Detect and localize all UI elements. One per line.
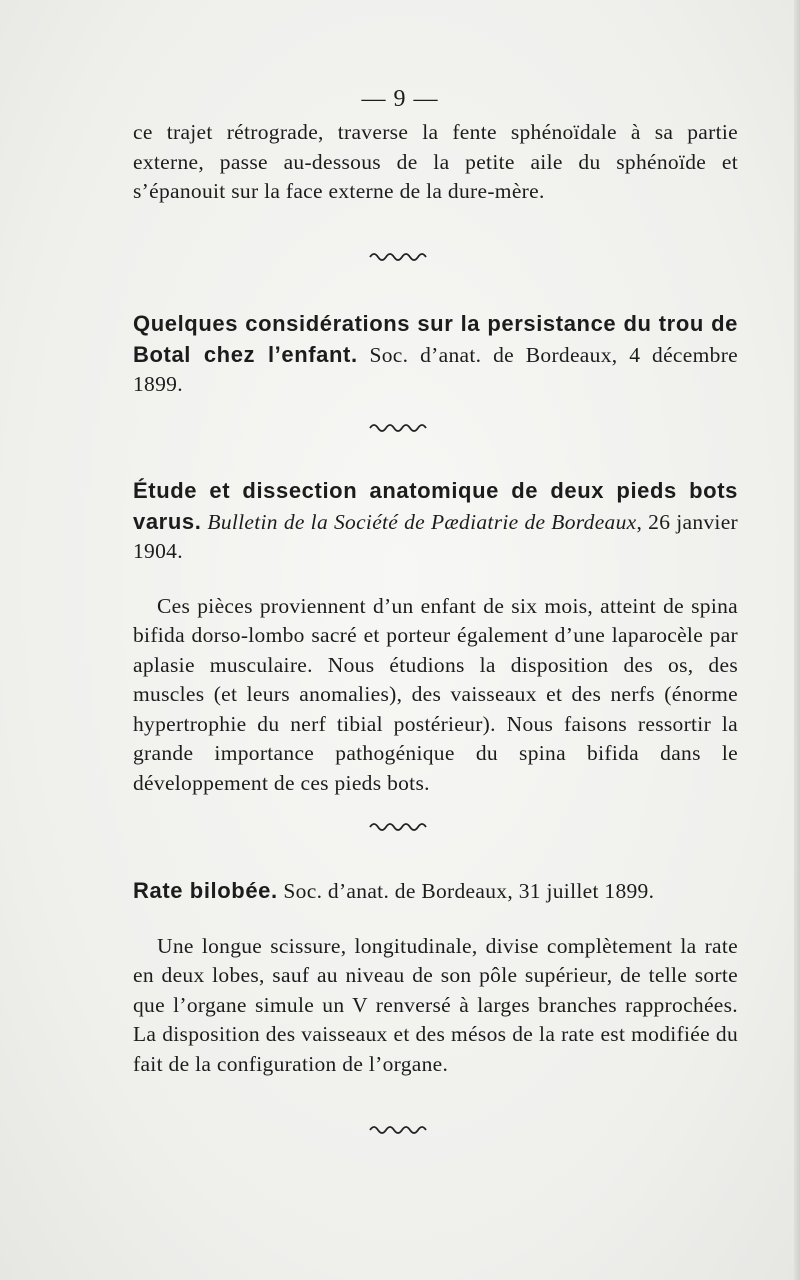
wavy-line-ornament-icon	[0, 419, 800, 437]
entry-title: Rate bilobée.	[133, 878, 278, 903]
page-edge	[794, 0, 800, 1280]
entry-reference: Soc. d’anat. de Bordeaux, 4 décembre 1899.	[133, 342, 738, 396]
intro-text: ce trajet rétrograde, traverse la fente sphénoïdale à sa partie externe, passe au-dessous de la petite aile du sphénoïde et s’épanouit sur la face externe de la dure-mère.	[133, 120, 738, 203]
entry-reference-journal: Bulletin de la Société de Pædiatrie de Bordeaux	[207, 509, 637, 534]
entry-body: Ces pièces proviennent d’un enfant de six mois, atteint de spina bifida dorso-lombo sacré et porteur également d’une laparocèle par aplasie musculaire. Nous étudions la disposition des os, des muscles (et leurs anomalies), des vaisseaux et des nerfs (énorme hypertrophie du nerf tibial postérieur). Nous faisons ressortir la grande importance pathogénique du spina bifida dans le développement de ces pieds bots.	[133, 593, 738, 795]
wavy-line-ornament-icon	[0, 248, 800, 266]
entry-title: Étude et dissection anatomique de deux pieds bots varus.	[133, 478, 738, 534]
intro-paragraph	[133, 118, 738, 207]
entry-reference: Soc. d’anat. de Bordeaux, 31 juillet 1899.	[283, 879, 655, 903]
wavy-line-ornament-icon	[0, 818, 800, 836]
entry-pieds-bots	[133, 476, 738, 798]
entry-botal	[133, 309, 738, 400]
page-number: — 9 —	[361, 86, 439, 112]
entry-title: Quelques considérations sur la persistance du trou de Botal chez l’enfant.	[133, 311, 738, 367]
wavy-line-ornament-icon	[0, 1121, 800, 1139]
entry-body: Une longue scissure, longitudinale, divise complètement la rate en deux lobes, sauf au niveau de son pôle supérieur, de telle sorte que l’organe simule un V renversé à larges branches rapprochées. La disposition des vaisseaux et des mésos de la rate est modifiée du fait de la configuration de l’organe.	[133, 933, 738, 1076]
entry-reference-date: , 26 janvier 1904.	[133, 509, 738, 563]
entry-rate-bilobee	[133, 876, 738, 1079]
